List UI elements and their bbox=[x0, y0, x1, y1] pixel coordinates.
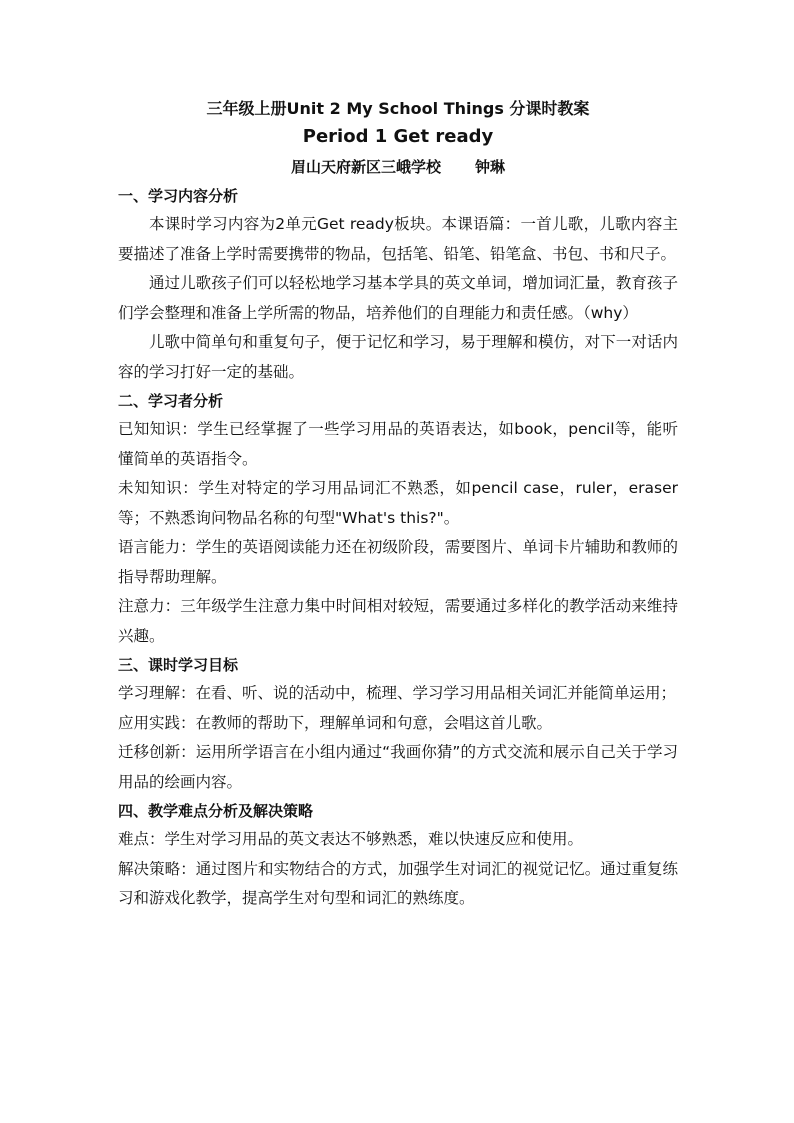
document-title: 三年级上册Unit 2 My School Things 分课时教案 bbox=[206, 99, 590, 118]
paragraph: 注意力：三年级学生注意力集中时间相对较短，需要通过多样化的教学活动来维持兴趣。 bbox=[118, 597, 678, 645]
section-heading-learner-analysis: 二、学习者分析 bbox=[118, 392, 224, 410]
document-page bbox=[118, 96, 678, 914]
author-line bbox=[118, 152, 678, 182]
section-heading-content-analysis: 一、学习内容分析 bbox=[118, 187, 239, 205]
section-heading-learning-objectives: 三、课时学习目标 bbox=[118, 656, 239, 674]
paragraph: 儿歌中简单句和重复句子，便于记忆和学习，易于理解和模仿，对下一对话内容的学习打好一定的基础。 bbox=[118, 333, 678, 381]
paragraph: 语言能力：学生的英语阅读能力还在初级阶段，需要图片、单词卡片辅助和教师的指导帮助理解。 bbox=[118, 538, 678, 586]
paragraph: 解决策略：通过图片和实物结合的方式，加强学生对词汇的视觉记忆。通过重复练习和游戏化教学，提高学生对句型和词汇的熟练度。 bbox=[118, 859, 678, 907]
paragraph: 迁移创新：运用所学语言在小组内通过“我画你猜”的方式交流和展示自己关于学习用品的绘画内容。 bbox=[118, 743, 678, 791]
teacher-name: 钟琳 bbox=[475, 158, 506, 176]
paragraph: 本课时学习内容为2单元Get ready板块。本课语篇：一首儿歌，儿歌内容主要描述了准备上学时需要携带的物品，包括笔、铅笔、铅笔盒、书包、书和尺子。 bbox=[118, 215, 678, 263]
section-heading-difficulties: 四、教学难点分析及解决策略 bbox=[118, 802, 314, 820]
school-name: 眉山天府新区三峨学校 bbox=[290, 158, 441, 176]
paragraph: 已知知识：学生已经掌握了一些学习用品的英语表达，如book，pencil等，能听懂简单的英语指令。 bbox=[118, 420, 678, 468]
paragraph: 未知知识：学生对特定的学习用品词汇不熟悉，如pencil case，ruler，eraser等；不熟悉询问物品名称的句型"What's this?"。 bbox=[118, 479, 678, 527]
paragraph: 难点：学生对学习用品的英文表达不够熟悉，难以快速反应和使用。 bbox=[118, 830, 584, 848]
paragraph: 通过儿歌孩子们可以轻松地学习基本学具的英文单词，增加词汇量，教育孩子们学会整理和准备上学所需的物品，培养他们的自理能力和责任感。（why） bbox=[118, 274, 678, 322]
paragraph: 应用实践：在教师的帮助下，理解单词和句意，会唱这首儿歌。 bbox=[118, 713, 553, 732]
document-subtitle: Period 1 Get ready bbox=[302, 126, 494, 147]
paragraph: 学习理解：在看、听、说的活动中，梳理、学习学习用品相关词汇并能简单运用； bbox=[118, 684, 677, 702]
